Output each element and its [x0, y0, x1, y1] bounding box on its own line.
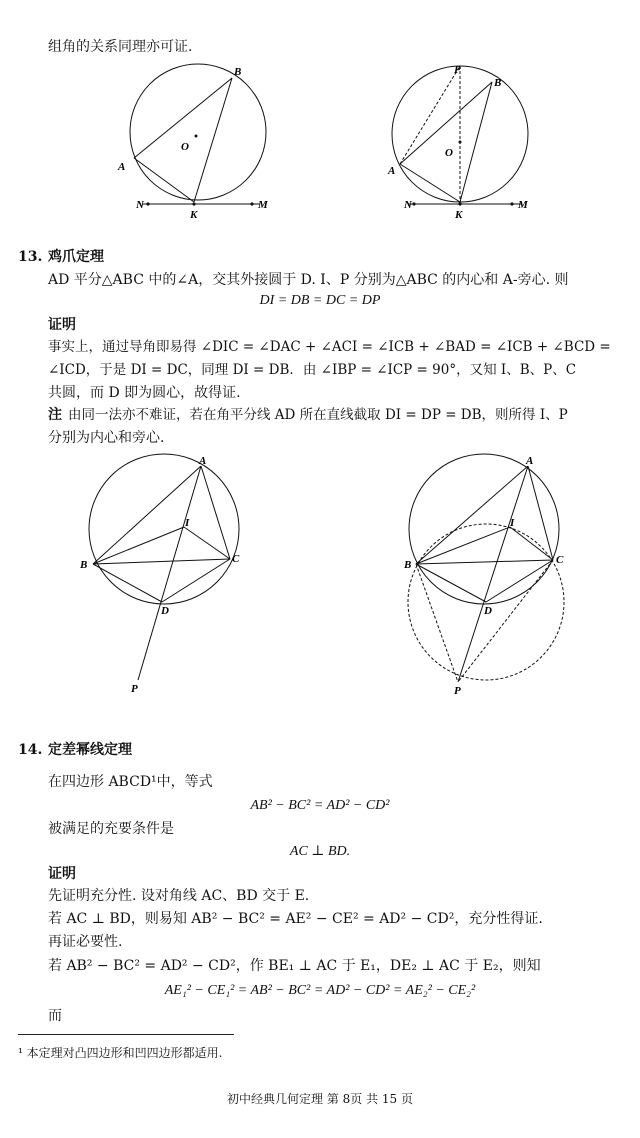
f3-label-C: C: [232, 553, 240, 565]
f3-label-A: A: [199, 455, 207, 467]
f4-label-I: I: [510, 517, 515, 529]
f2-label-P: P: [454, 64, 461, 76]
footnote: ¹ 本定理对凸四边形和凹四边形都适用.: [18, 1046, 223, 1060]
f4-label-A: A: [526, 455, 534, 467]
f1-label-O: O: [181, 141, 189, 153]
f2-label-M: M: [518, 199, 528, 211]
s14-proof-line-1: 先证明充分性. 设对角线 AC、BD 交于 E.: [48, 888, 310, 904]
s14-proof-line-5: 而: [48, 1008, 62, 1024]
page-footer: 初中经典几何定理 第 8页 共 15 页: [227, 1092, 413, 1106]
f1-label-N: N: [136, 199, 144, 211]
s14-proof-line-4: 若 AB² − BC² = AD² − CD²，作 BE₁ ⊥ AC 于 E₁，DE₂ ⊥ AC 于 E₂，则知: [48, 958, 541, 974]
f3-label-B: B: [80, 559, 88, 571]
s13-proof-line-3: 共圆，而 D 即为圆心，故得证.: [48, 385, 241, 401]
f1-label-B: B: [234, 66, 242, 78]
f4-label-D: D: [484, 605, 492, 617]
f3-label-I: I: [185, 517, 190, 529]
f4-label-B: B: [404, 559, 412, 571]
f4-label-P: P: [454, 685, 461, 697]
s13-proof-heading: 证明: [48, 317, 76, 333]
figure-4-chicken-claw-dashed: [398, 452, 578, 702]
s13-note-line-1: 由同一法亦不难证，若在角平分线 AD 所在直线截取 DI = DP = DB，则所得 I、P: [68, 407, 568, 423]
figure-1-circle-tangent: [110, 62, 290, 222]
s14-condition-text: 被满足的充要条件是: [48, 821, 174, 837]
s14-equation-2: AC ⊥ BD.: [289, 844, 351, 859]
s14-proof-line-2: 若 AC ⊥ BD，则易知 AB² − BC² = AE² − CE² = AD² − CD²，充分性得证.: [48, 911, 543, 927]
f2-label-A: A: [388, 165, 396, 177]
s13-proof-line-1: 事实上，通过导角即易得 ∠DIC = ∠DAC + ∠ACI = ∠ICB + ∠BAD = ∠ICB + ∠BCD =: [48, 339, 611, 355]
f4-label-C: C: [556, 554, 564, 566]
footnote-separator: [18, 1034, 234, 1035]
f2-label-N: N: [404, 199, 412, 211]
f1-label-A: A: [118, 161, 126, 173]
s14-equation-3: AE₁² − CE₁² = AB² − BC² = AD² − CD² = AE₂² − CE₂²: [164, 983, 476, 998]
f3-label-P: P: [131, 683, 138, 695]
f1-label-M: M: [258, 199, 268, 211]
s13-title: 鸡爪定理: [48, 249, 104, 265]
s13-note-label: 注: [48, 407, 62, 423]
s13-equation: DI = DB = DC = DP: [259, 293, 381, 308]
s13-number: 13.: [18, 249, 43, 265]
s13-proof-line-2: ∠ICD，于是 DI = DC，同理 DI = DB．由 ∠IBP = ∠ICP = 90°，又知 I、B、P、C: [48, 362, 577, 378]
s14-proof-line-3: 再证必要性.: [48, 934, 123, 950]
figure-3-chicken-claw: [76, 452, 256, 702]
figure-2-circle-diameter: [382, 62, 552, 222]
s14-equation-1: AB² − BC² = AD² − CD²: [250, 798, 390, 813]
f2-label-O: O: [445, 147, 453, 159]
s14-statement: 在四边形 ABCD¹中，等式: [48, 774, 213, 790]
s14-number: 14.: [18, 742, 43, 758]
s13-note-line-2: 分别为内心和旁心.: [48, 430, 165, 446]
f2-label-K: K: [455, 209, 463, 221]
f1-label-K: K: [190, 209, 198, 221]
s14-title: 定差幂线定理: [48, 742, 132, 758]
s13-statement: AD 平分△ABC 中的∠A，交其外接圆于 D. I、P 分别为△ABC 的内心和 A-旁心. 则: [48, 272, 569, 288]
intro-text: 组角的关系同理亦可证.: [48, 39, 193, 55]
s14-proof-heading: 证明: [48, 866, 76, 882]
f3-label-D: D: [161, 605, 169, 617]
f2-label-B: B: [494, 77, 502, 89]
